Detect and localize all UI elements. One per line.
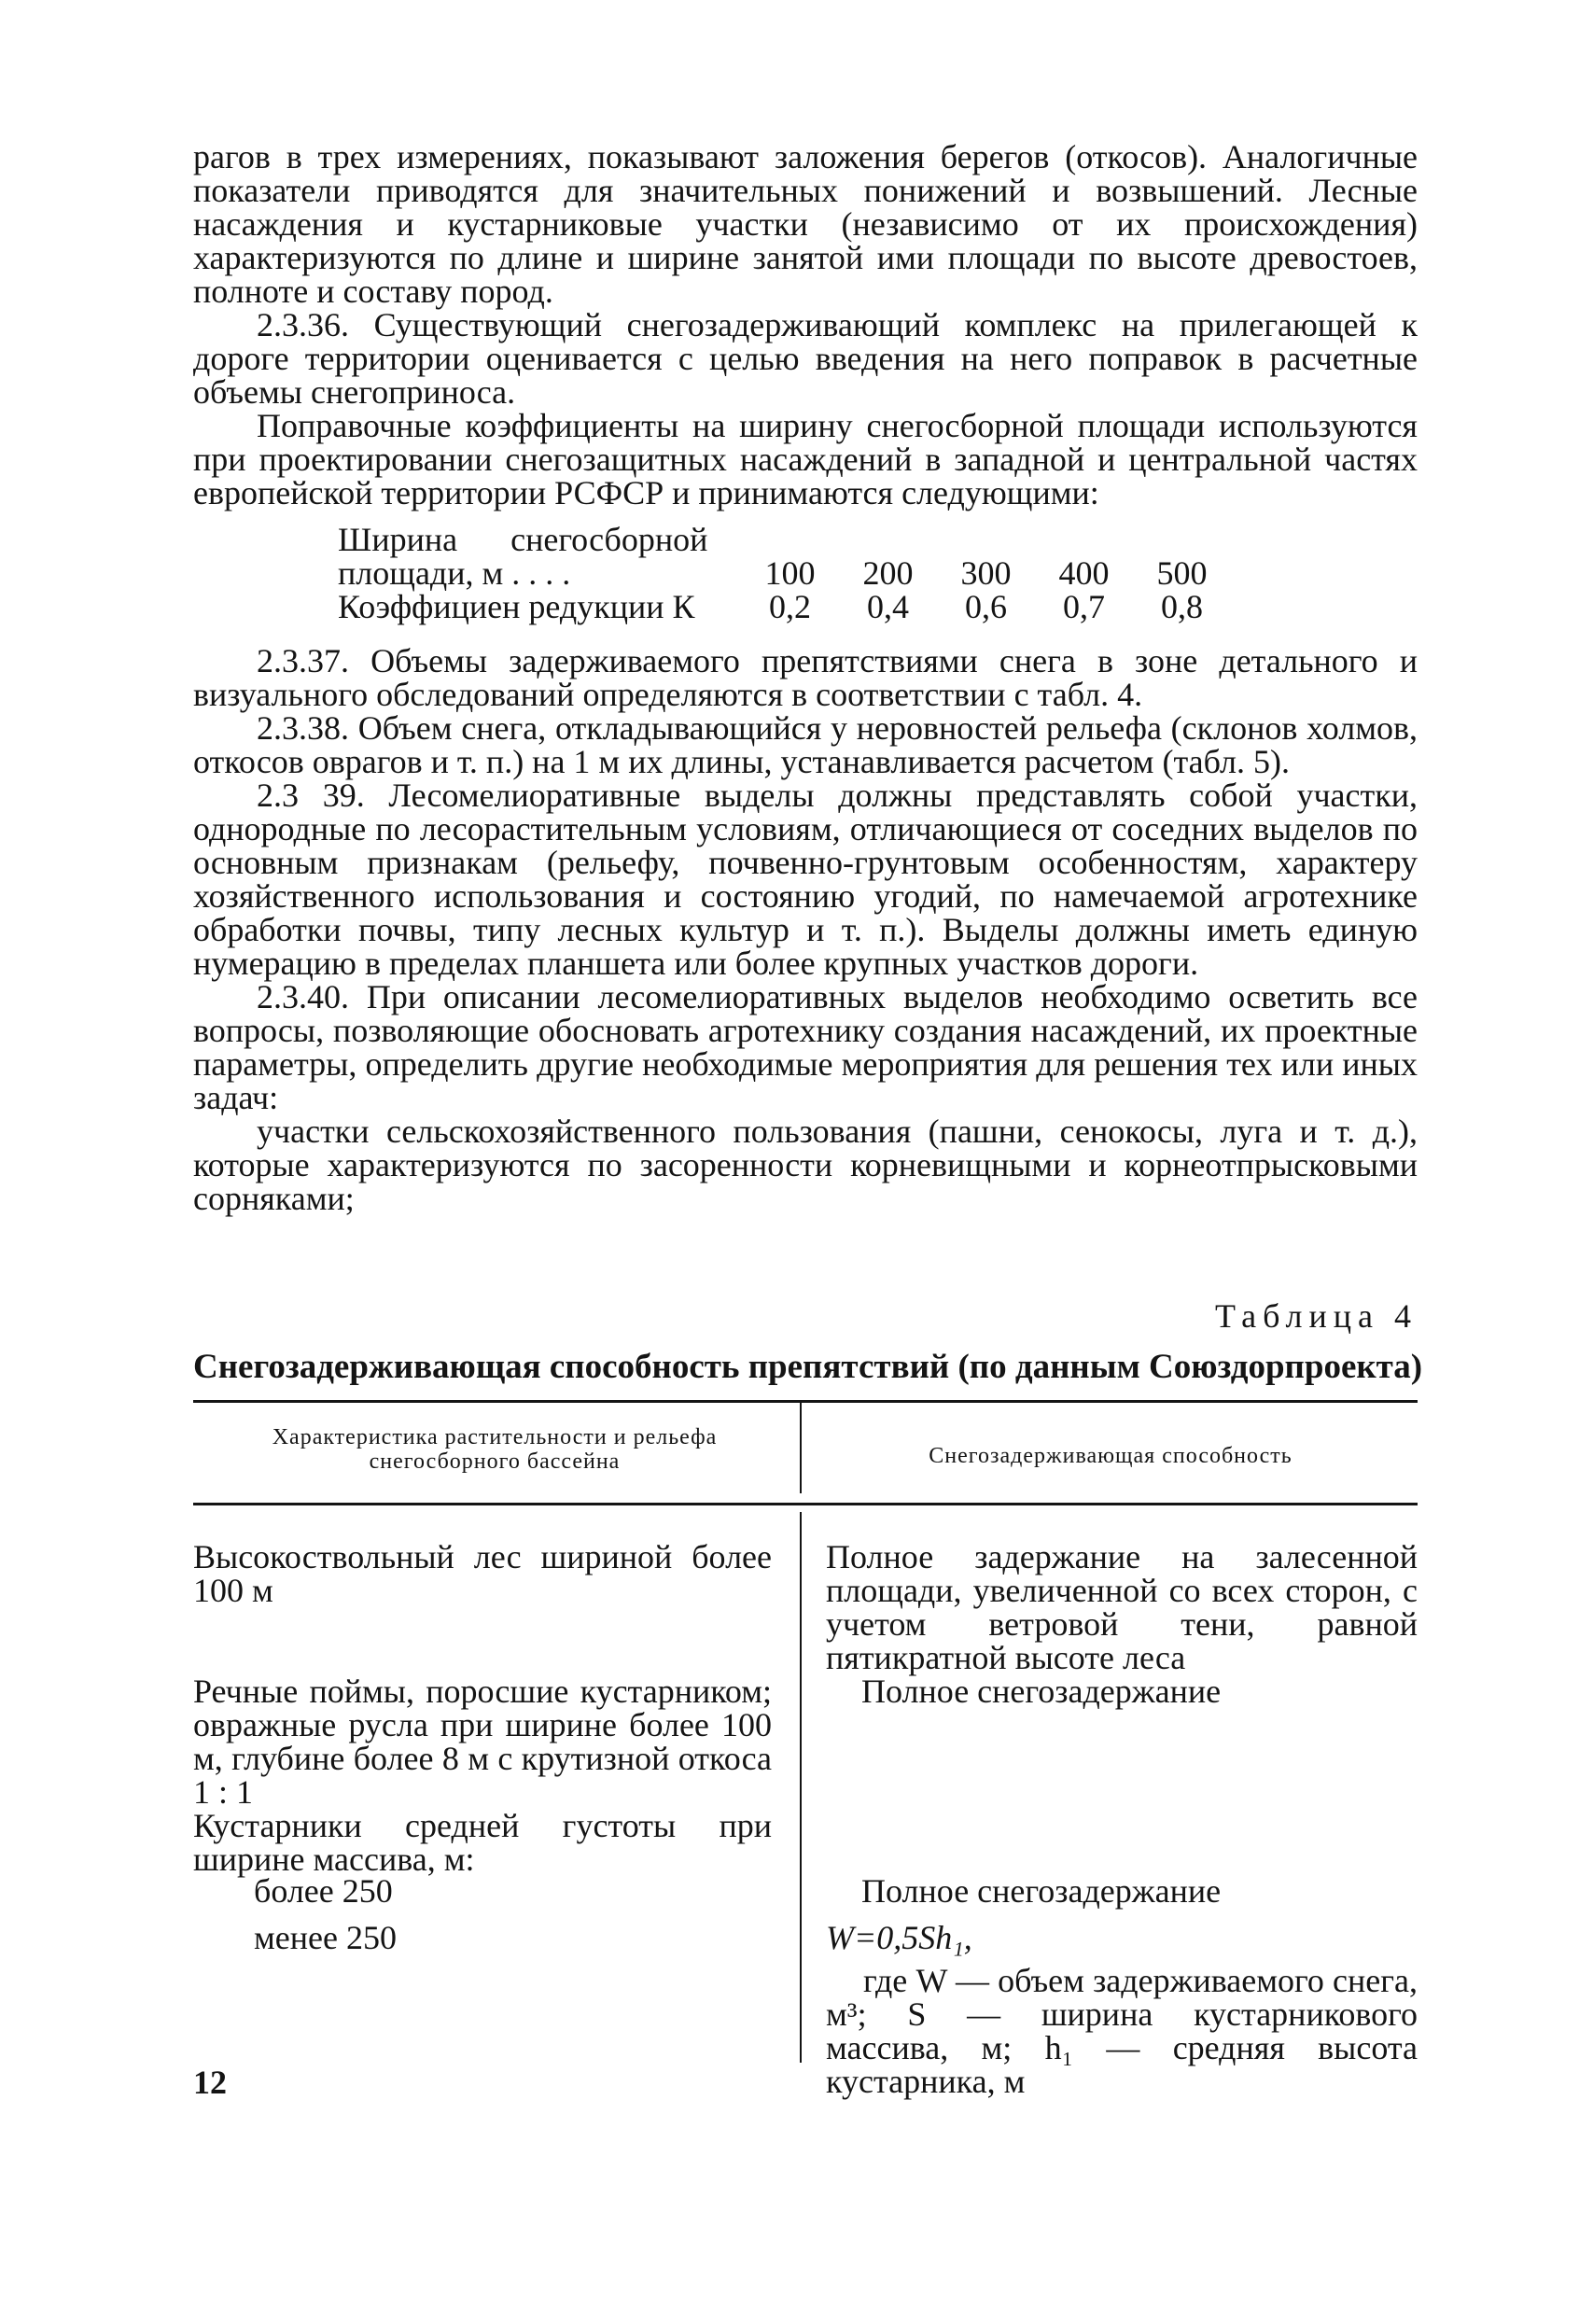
table-title: Снегозадерживающая способность препятствий (по данным Союздорпроекта) — [193, 1348, 1423, 1386]
coef-width-value: 200 — [862, 554, 914, 592]
table-number: Таблица 4 — [1215, 1297, 1418, 1335]
paragraph-2-3-40: 2.3.40. При описании лесомелиоративных выделов необходимо осветить все вопросы, позволяющие обосновать агротехнику создания насаждений, их проектные параметры, определить другие необходимые мероприятия для решения тех или иных задач: — [193, 978, 1418, 1116]
table-header-rule — [193, 1503, 1418, 1505]
row-shrubs-under-250-label: менее 250 — [254, 1919, 397, 1956]
coef-value: 0,2 — [769, 588, 811, 625]
coef-value: 0,8 — [1161, 588, 1203, 625]
coefficient-table — [338, 523, 1231, 623]
table-cell-right — [861, 1874, 1418, 1908]
table-cell-left — [193, 1540, 772, 1607]
paragraph-2-3-36: 2.3.36. Существующий снегозадерживающий комплекс на прилегающей к дороге территории оценивается с целью введения на него поправок в расчетные объемы снегоприноса. — [193, 306, 1418, 411]
coef-width-value: 400 — [1058, 554, 1110, 592]
coef-width-value: 300 — [960, 554, 1012, 592]
body-text-middle — [193, 644, 1418, 1215]
coef-values-row — [338, 590, 1231, 623]
table-top-rule — [193, 1400, 1418, 1403]
table-cell-right — [861, 1674, 1418, 1708]
paragraph-2-3-38: 2.3.38. Объем снега, откладывающийся у неровностей рельефа (склонов холмов, откосов оврагов и т. п.) на 1 м их длины, устанавливается расчетом (табл. 5). — [193, 709, 1418, 780]
row-tall-forest-value: Полное задержание на залесенной площади, увеличенной со всех сторон, с учетом ветровой тени, равной пятикратной высоте леса — [826, 1538, 1418, 1676]
table-header-left: Характеристика растительности и рельефа снегосборного бассейна — [272, 1425, 718, 1474]
row-shrubs-label: Кустарники средней густоты при ширине массива, м: — [193, 1807, 772, 1878]
row-shrubs-over-250-label: более 250 — [254, 1872, 393, 1910]
table-header-divider — [800, 1403, 802, 1493]
paragraph-2-3-39: 2.3 39. Лесомелиоративные выделы должны представлять собой участки, однородные по лесорастительным условиям, отличающиеся от соседних выделов по основным признакам (рельефу, почвенно-грунтовым особенностям, характеру хозяйственного использования и состоянию угодий, по намечаемой агротехнике обработки почвы, типу лесных культур и т. п.). Выделы должны иметь единую нумерацию в пределах планшета или более крупных участков дороги. — [193, 777, 1418, 982]
coef-value: 0,4 — [867, 588, 909, 625]
paragraph-correction-coefficients: Поправочные коэффициенты на ширину снегосборной площади используются при проектировании снегозащитных насаждений в западной и центральной частях европейской территории РСФСР и принимаются следующими: — [193, 407, 1418, 511]
coef-width-label: Ширина снегосборной — [338, 521, 708, 558]
table-cell-right — [826, 1921, 1418, 2098]
coef-width-unit-label: площади, м . . . . — [338, 554, 571, 592]
row-tall-forest-label: Высокоствольный лес шириной более 100 м — [193, 1538, 772, 1609]
paragraph-agricultural-plots: участки сельскохозяйственного пользования (пашни, сенокосы, луга и т. д.), которые характеризуются по засоренности корневищными и корнеотпрысковыми сорняками; — [193, 1113, 1418, 1217]
table-cell-left — [193, 1809, 772, 1876]
coef-label-row-1 — [338, 523, 1231, 556]
table-cell-left — [193, 1674, 772, 1809]
table-cell-left — [254, 1874, 772, 1908]
row-floodplains-value: Полное снегозадержание — [861, 1673, 1222, 1710]
table-cell-right — [826, 1540, 1418, 1674]
coef-width-value: 500 — [1156, 554, 1208, 592]
coef-value: 0,7 — [1063, 588, 1105, 625]
coef-width-value: 100 — [764, 554, 816, 592]
paragraph-ravines: рагов в трех измерениях, показывают заложения берегов (откосов). Аналогичные показатели приводятся для значительных понижений и возвышений. Лесные насаждения и кустарниковые участки (независимо от их происхождения) характеризуются по длине и ширине занятой ими площади по высоте древостоев, полноте и составу пород. — [193, 138, 1418, 310]
body-text-top — [193, 140, 1418, 510]
coef-reduction-label: Коэффициен редукции К — [338, 588, 695, 625]
table-header-right: Снегозадерживающая способность — [929, 1444, 1293, 1468]
row-shrubs-over-250-value: Полное снегозадержание — [861, 1872, 1222, 1910]
table-cell-left — [254, 1921, 772, 1954]
coef-value: 0,6 — [965, 588, 1007, 625]
table-column-divider — [800, 1512, 802, 2063]
row-floodplains-label: Речные поймы, поросшие кустарником; овражные русла при ширине более 100 м, глубине более 8 м с крутизной откоса 1 : 1 — [193, 1673, 772, 1811]
snow-volume-formula: W=0,5Sh₁, — [826, 1919, 972, 1956]
paragraph-2-3-37: 2.3.37. Объемы задерживаемого препятствиями снега в зоне детального и визуального обследований определяются в соответствии с табл. 4. — [193, 642, 1418, 713]
formula-explanation: где W — объем задерживаемого снега, м³; S — ширина кустарникового массива, м; h₁ — средняя высота кустарника, м — [826, 1962, 1418, 2100]
page-number: 12 — [193, 2064, 227, 2101]
coef-widths-row — [338, 556, 1231, 590]
